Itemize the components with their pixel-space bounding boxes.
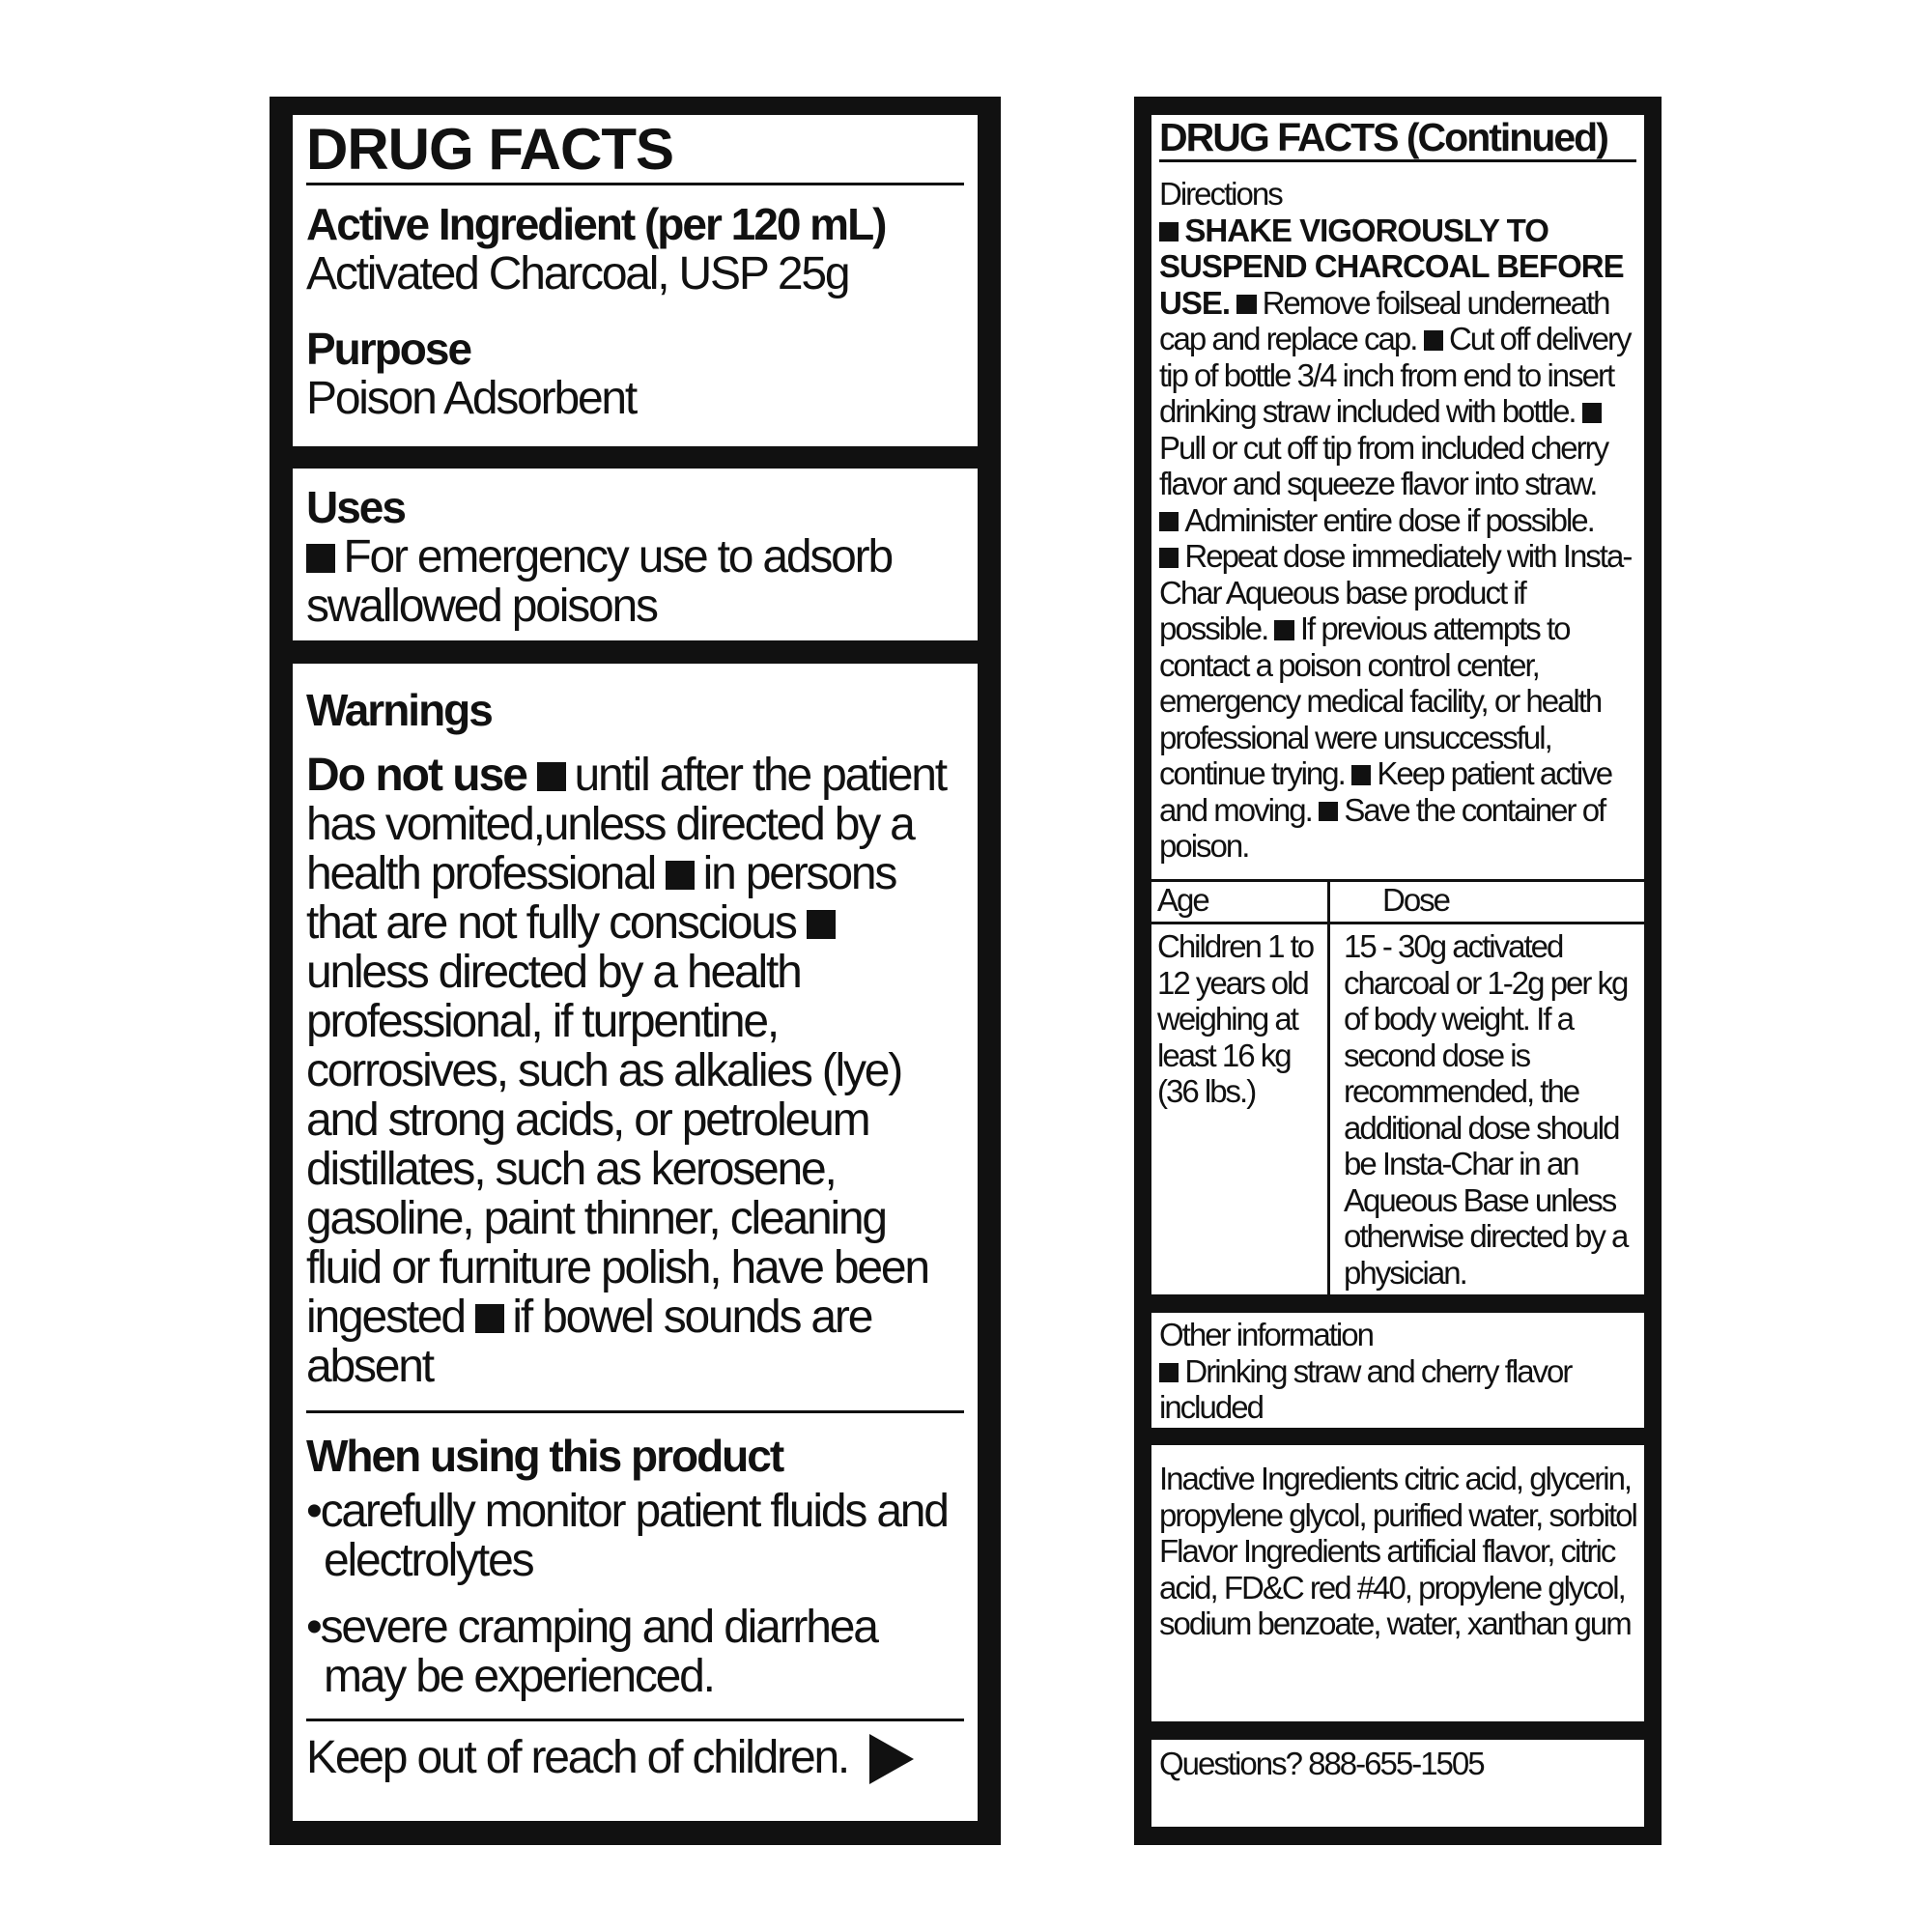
do-not-use-label: Do not use (306, 750, 526, 801)
warnings-heading: Warnings (306, 685, 492, 735)
uses-item: For emergency use to adsorb swallowed poisons (306, 531, 892, 632)
ingredients-section (1151, 1445, 1644, 1721)
bullet-square-icon (1351, 765, 1371, 784)
drug-facts-title: DRUG FACTS (306, 117, 673, 182)
directions-text: SHAKE VIGOROUSLY TO SUSPEND CHARCOAL BEFORE USE. Remove foilseal underneath cap and replace cap. Cut off delivery tip of bottle 3/4 inch from end to insert drinking straw included with bottle. Pull or cut off tip from included cherry flavor and squeeze flavor into straw. Administer entire dose if possible. Repeat dose immediately with Insta-Char Aqueous base product if possible. If previous attempts to contact a poison control center, emergency medical facility, or health professional were unsuccessful, continue trying. Keep patient active and moving. Save the container of poison. (1159, 212, 1632, 864)
bullet-square-icon (1319, 802, 1338, 821)
bullet-square-icon (1424, 330, 1443, 350)
bullet-square-icon (1159, 222, 1179, 242)
active-purpose-section (293, 115, 978, 446)
other-information-item: Drinking straw and cherry flavor included (1159, 1352, 1572, 1425)
drug-facts-continued-panel (1134, 97, 1662, 1845)
dose-header: Dose (1382, 882, 1450, 918)
bullet-square-icon (475, 1304, 504, 1333)
questions-section (1151, 1740, 1644, 1827)
bullet-square-icon (807, 910, 836, 939)
bullet-square-icon (1582, 403, 1602, 422)
bullet-square-icon (537, 762, 566, 791)
divider (306, 1410, 964, 1413)
bullet-square-icon (1159, 1363, 1179, 1382)
active-ingredient-value: Activated Charcoal, USP 25g (306, 248, 849, 299)
continued-title: DRUG FACTS (Continued) (1159, 115, 1607, 159)
purpose-heading: Purpose (306, 324, 471, 374)
dose-cell: 15 - 30g activated charcoal or 1-2g per kg of body weight. If a second dose is recommended, the additional dose should be Insta-Char in an Aqueous Base unless otherwise directed by a physician. (1344, 928, 1628, 1291)
bullet-square-icon (666, 861, 695, 890)
inactive-ingredients: Inactive Ingredients citric acid, glycerin, propylene glycol, purified water, sorbitol (1159, 1461, 1636, 1533)
active-ingredient-heading: Active Ingredient (per 120 mL) (306, 199, 886, 249)
divider (1159, 159, 1636, 162)
flavor-ingredients: Flavor Ingredients artificial flavor, citric acid, FD&C red #40, propylene glycol, sodium benzoate, water, xanthan gum (1159, 1533, 1631, 1641)
purpose-value: Poison Adsorbent (306, 373, 637, 424)
age-cell: Children 1 to 12 years old weighing at least 16 kg (36 lbs.) (1151, 923, 1329, 1295)
when-using-heading: When using this product (306, 1431, 783, 1481)
bullet-square-icon (1274, 620, 1293, 639)
divider (306, 183, 964, 185)
bullet-square-icon (306, 544, 335, 573)
drug-facts-panel (270, 97, 1001, 1845)
divider (306, 1719, 964, 1721)
directions-section (1151, 115, 1644, 1294)
warnings-section (293, 664, 978, 1821)
directions-heading: Directions (1159, 176, 1282, 212)
questions-phone: Questions? 888-655-1505 (1159, 1746, 1484, 1781)
when-using-item: •carefully monitor patient fluids and electrolytes (306, 1486, 948, 1586)
dosage-table (1151, 879, 1644, 1294)
keep-out-of-reach: Keep out of reach of children. (306, 1733, 964, 1784)
bullet-square-icon (1159, 548, 1179, 567)
uses-section (293, 469, 978, 640)
do-not-use-text: Do not use until after the patient has vomited,unless directed by a health professional in persons that are not fully conscious unless directed by a health professional, if turpentine, corrosives, such as alkalies (lye) and strong acids, or petroleum distillates, such as kerosene, gasoline, paint thinner, cleaning fluid or furniture polish, have been ingested if bowel sounds are absent (306, 750, 946, 1392)
age-header: Age (1151, 881, 1329, 923)
table-header-row (1151, 881, 1644, 923)
when-using-item: •severe cramping and diarrhea may be experienced. (306, 1602, 877, 1702)
table-row (1151, 923, 1644, 1295)
uses-heading: Uses (306, 482, 405, 532)
continue-arrow-icon (869, 1734, 914, 1784)
bullet-square-icon (1236, 295, 1256, 314)
bullet-square-icon (1159, 512, 1179, 531)
other-information-heading: Other information (1159, 1317, 1373, 1352)
other-information-section (1151, 1313, 1644, 1428)
